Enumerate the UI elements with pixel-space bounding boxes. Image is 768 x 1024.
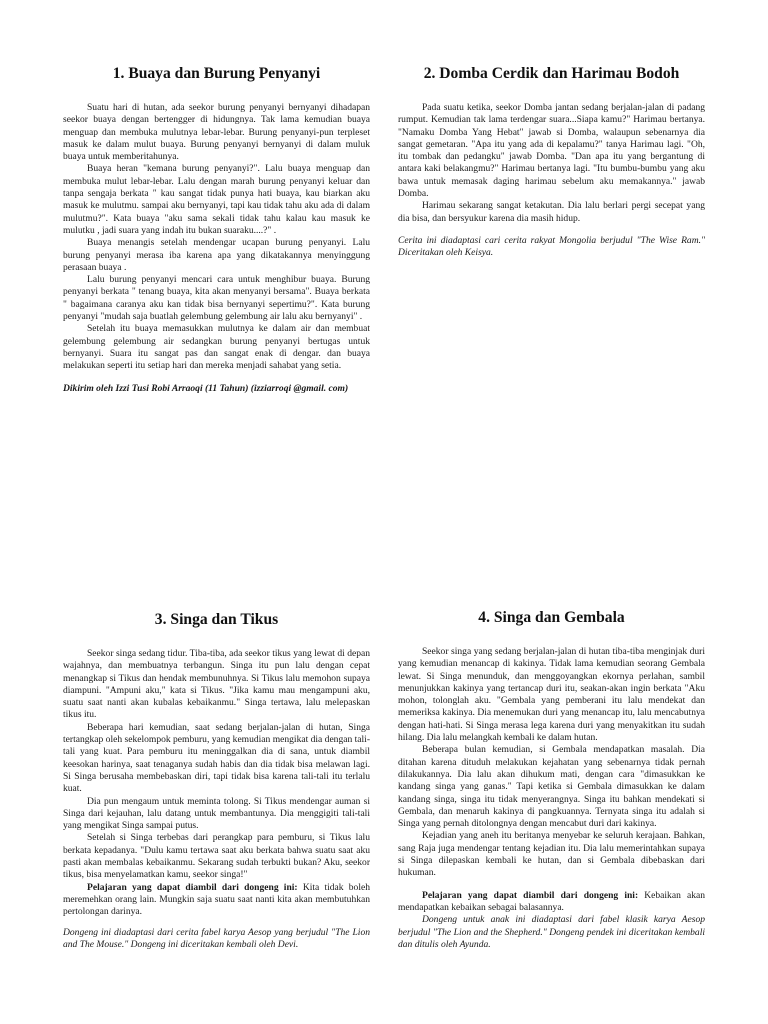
story-source-note: Dongeng untuk anak ini diadaptasi dari fabel klasik karya Aesop berjudul "The Lion and the Shepherd." Dongeng pendek ini diceritakan kembali dan ditulis oleh Ayunda. [398, 914, 705, 950]
story-paragraph: Setelah itu buaya memasukkan mulutnya ke dalam air dan membuat gelembung gelembung air sedangkan burung penyanyi bertugas untuk bernyanyi. Suara itu sangat pas dan sangat enak di dengar. dan buaya melakukan seperti itu setiap hari dan mereka menjadi sahabat yang setia. [63, 323, 370, 372]
story-paragraph: Beberapa bulan kemudian, si Gembala mendapatkan masalah. Dia ditahan karena dituduh melakukan kejahatan yang sebenarnya tidak pernah dilakukannya. Dia lalu akan dihukum mati, dengan cara "dimasukkan ke kandang singa yang ganas." Tapi ketika si Gembala dimasukkan ke dalam kandang singa, singa itu tidak menyerangnya. Singa itu bahkan mendekati si Gembala, dan menaruh kakinya di pangkuannya. Ternyata singa itu adalah si Singa yang pernah ditolongnya dengan mencabut duri dari kakinya. [398, 744, 705, 830]
story-paragraph: Seekor singa sedang tidur. Tiba-tiba, ada seekor tikus yang lewat di depan wajahnya, dan membuatnya terbangun. Singa itu pun lalu dengan cepat menangkap si Tikus dan hendak membunuhnya. Si Tikus lalu memohon supaya diampuni. "Ampuni aku," kata si Tikus. "Jika kamu mau mengampuni aku, suatu saat nanti akan kubalas kebaikanmu." Singa tertawa, lalu melepaskan tikus itu. [63, 648, 370, 721]
story-title: 2. Domba Cerdik dan Harimau Bodoh [423, 65, 680, 82]
story-title: 3. Singa dan Tikus [154, 611, 279, 628]
lesson-text: Kebaikan akan mendapatkan kebaikan sebagai balasannya. [398, 889, 705, 913]
story-lesson [398, 890, 705, 915]
lesson-label: Pelajaran yang dapat diambil dari dongeng ini: [87, 881, 298, 893]
story-title: 4. Singa dan Gembala [478, 609, 625, 626]
story-title: 1. Buaya dan Burung Penyanyi [112, 65, 321, 82]
story-source-note: Cerita ini diadaptasi cari cerita rakyat Mongolia berjudul "The Wise Ram." Diceritakan oleh Keisya. [398, 234, 705, 259]
story-singa-tikus [63, 610, 370, 951]
story-paragraph: Dia pun mengaum untuk meminta tolong. Si Tikus mendengar auman si Singa dari kejauhan, lalu datang untuk membantunya. Dia menggigiti tali-tali yang mengikat Singa sampai putus. [63, 795, 370, 832]
lesson-text: Kita tidak boleh meremehkan orang lain. Mungkin saja suatu saat nanti kita akan membutuhkan pertolongan darinya. [63, 881, 370, 918]
lesson-label: Pelajaran yang dapat diambil dari dongeng ini: [422, 889, 639, 901]
story-paragraph: Lalu burung penyanyi mencari cara untuk menghibur buaya. Burung penyanyi berkata " tenang buaya, kita akan menyanyi bersama". Buaya berkata " bagaimana caranya aku kan tidak bisa bernyanyi sepertimu?". Kata burung penyanyi "mudah saja buatlah gelembung gelembung air lalu aku bernyanyi" . [63, 274, 370, 323]
story-credit: Dikirim oleh Izzi Tusi Robi Arraoqi (11 Tahun) (izziarroqi @gmail. com) [63, 382, 349, 394]
story-paragraph: Seekor singa yang sedang berjalan-jalan di hutan tiba-tiba menginjak duri yang kemudian menancap di kakinya. Tidak lama kemudian seorang Gembala lewat. Si Singa menunduk, dan menggoyangkan ekornya perlahan, sambil menunjukkan kakinya yang tertancap duri itu, seakan-akan ingin berkata "Aku mohon, tolonglah aku. "Gembala yang pemberani itu lalu mendekat dan memeriksa kakinya. Dia menemukan duri yang menancap itu, lalu mencabutnya dengan hati-hati. Si Singa merasa lega karena duri yang menyakitkan itu sudah hilang. Dia lalu melangkah kembali ke dalam hutan. [398, 646, 705, 744]
story-source-note: Dongeng ini diadaptasi dari cerita fabel karya Aesop yang berjudul "The Lion and The Mouse." Dongeng ini diceritakan kembali oleh Devi. [63, 926, 370, 950]
story-paragraph: Suatu hari di hutan, ada seekor burung penyanyi bernyanyi dihadapan seekor buaya dengan bertengger di hidungnya. Tak lama kemudian buaya menguap dan membuka mulutnya lebar-lebar. Burung penyanyi-pun terpleset masuk ke dalam mulut buaya. Burung penyanyi bernyanyi di dalam muluk buaya untuk memberitahunya. [63, 102, 370, 163]
story-paragraph: Pada suatu ketika, seekor Domba jantan sedang berjalan-jalan di padang rumput. Kemudian tak lama terdengar suara...Siapa kamu?" Harimau bertanya. "Namaku Domba Yang Hebat" jawab si Domba, walaupun sebenarnya dia sangat gemetaran. "Apa itu yang ada di kepalamu?" tanya Harimau lagi. "Oh, itu tombak dan pedangku" jawab Domba. "Dan apa itu yang bergantung di antara kaki belakangmu?" Harimau bertanya lagi. "Itu bumbu-bumbu yang aku bawa untuk memasak daging harimau sebelum aku memakannya." jawab Domba. [398, 102, 705, 200]
story-paragraph: Beberapa hari kemudian, saat sedang berjalan-jalan di hutan, Singa tertangkap oleh sekelompok pemburu, yang kemudian mengikat dia dengan tali-tali yang kuat. Para pemburu itu meninggalkan dia di sana, untuk diambil keesokan harinya, saat tenaganya sudah habis dan dia tidak bisa melawan lagi. Si Singa berusaha membebaskan diri, tapi tidak bisa karena tali-tali itu terlalu kuat. [63, 721, 371, 795]
story-paragraph: Buaya heran "kemana burung penyanyi?". Lalu buaya menguap dan membuka mulut lebar-lebar. Lalu dengan marah burung penyanyi keluar dan tanpa sengaja berkata " kau sangat tidak punya hati buaya, kau biarkan aku masuk ke mulutmu. sampai aku bernyanyi, tapi kau tidak tahu aku ada di dalam mulutmu?". Kata buaya "aku sama sekali tidak tahu kalau kau masuk ke mulutku , jadi suara yang indah itu bukan suaraku....?" . [63, 163, 370, 236]
story-paragraph: Kejadian yang aneh itu beritanya menyebar ke seluruh kerajaan. Bahkan, sang Raja juga mendengar tentang kejadian itu. Dia lalu memerintahkan supaya si Singa dilepaskan kembali ke hutan, dan si Gembala dibebaskan dari hukuman. [398, 830, 705, 879]
story-paragraph: Setelah si Singa terbebas dari perangkap para pemburu, si Tikus lalu berkata kepadanya. "Dulu kamu tertawa saat aku berkata bahwa suatu saat aku pasti akan membalas kebaikanmu. Sekarang sudah terbukti bukan? Aku, seekor tikus, bisa menyelamatkan kamu, seekor singa!" [63, 832, 370, 881]
story-domba-harimau [398, 64, 705, 260]
story-paragraph: Harimau sekarang sangat ketakutan. Dia lalu berlari pergi secepat yang dia bisa, dan bersyukur karena dia masih hidup. [398, 200, 705, 224]
story-paragraph: Buaya menangis setelah mendengar ucapan burung penyanyi. Lalu burung penyanyi merasa iba karena apa yang dikatakannya menyinggung perasaan buaya . [63, 237, 370, 273]
story-buaya-burung [63, 64, 370, 395]
story-singa-gembala [398, 608, 705, 951]
story-lesson [63, 882, 370, 919]
